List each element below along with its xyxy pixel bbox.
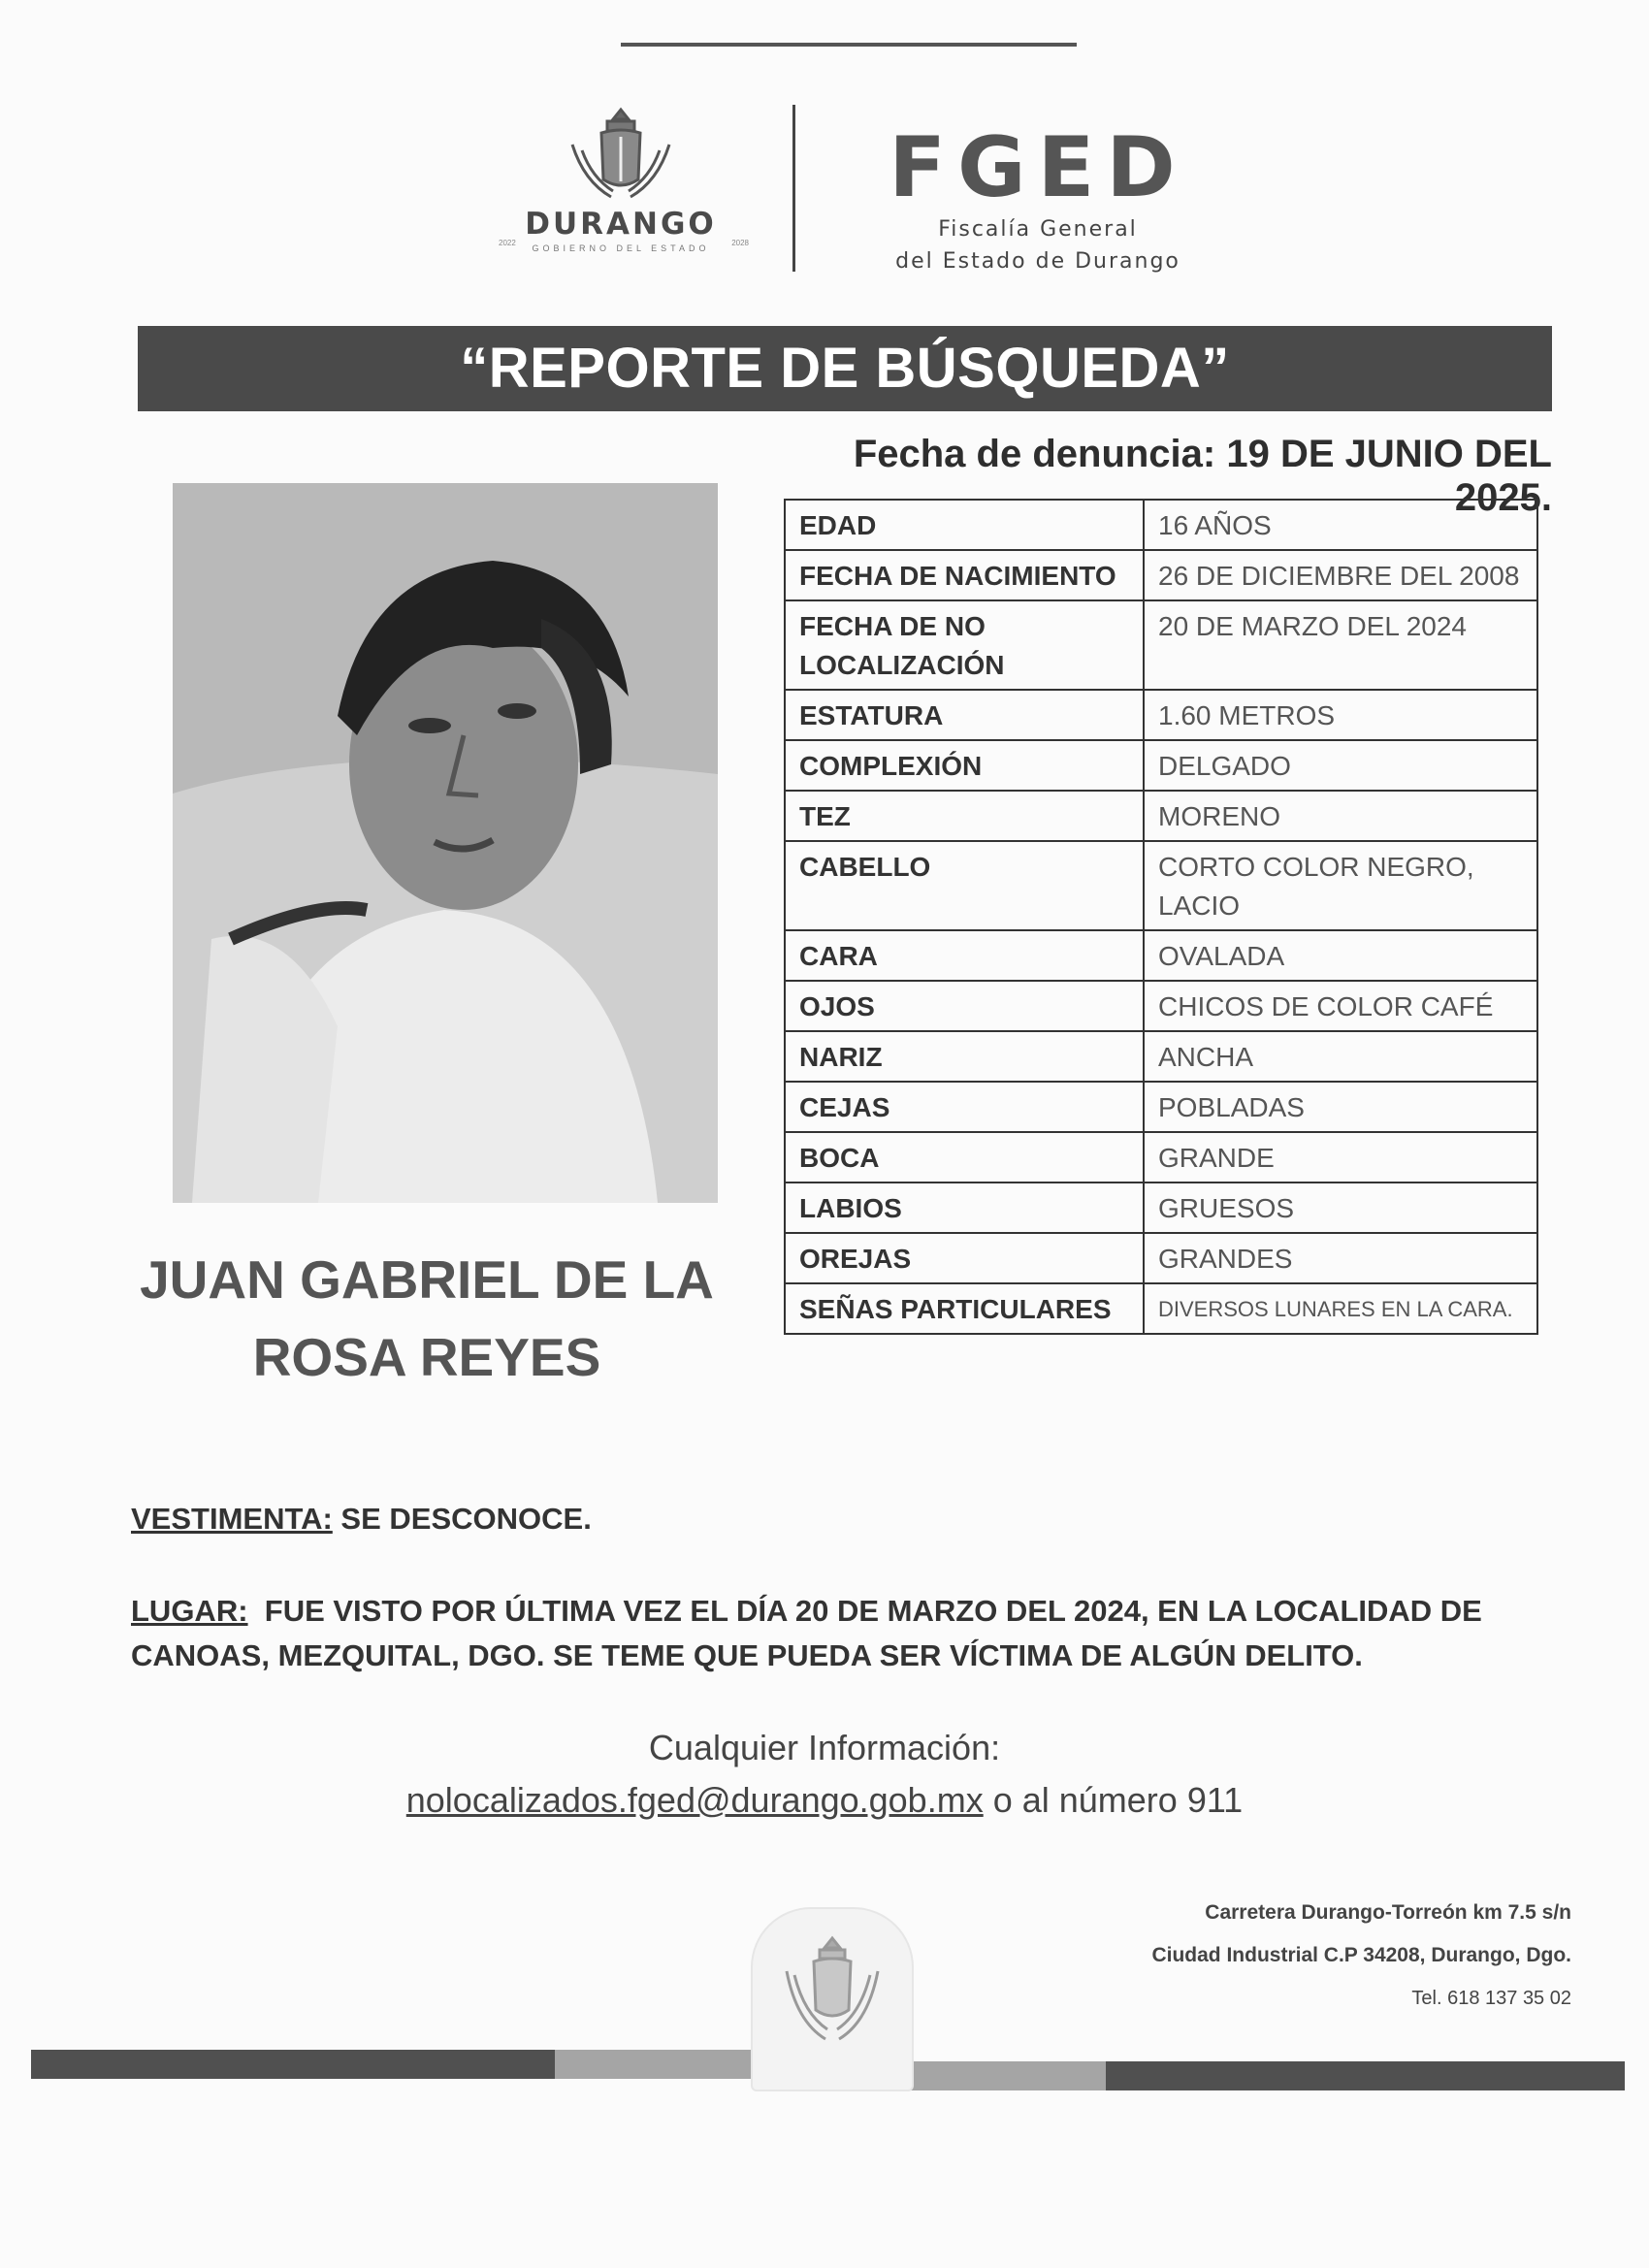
durango-crest-icon [563, 102, 679, 203]
detail-value: ANCHA [1144, 1031, 1537, 1082]
person-name-line2: ROSA REYES [252, 1326, 601, 1387]
location-label: LUGAR: [131, 1594, 248, 1628]
report-title: “REPORTE DE BÚSQUEDA” [460, 337, 1230, 400]
fged-name-line2: del Estado de Durango [895, 249, 1180, 275]
report-title-bar [138, 326, 1552, 411]
report-date: Fecha de denuncia: 19 DE JUNIO DEL 2025. [853, 433, 1552, 519]
contact-heading: Cualquier Información: [648, 1728, 1001, 1767]
logo-year-left: 2022 [499, 239, 516, 247]
footer-bar-right-light [907, 2061, 1106, 2090]
footer-bar-mid [555, 2050, 778, 2079]
person-portrait-icon [173, 483, 718, 1203]
detail-value: 20 DE MARZO DEL 2024 [1144, 600, 1537, 690]
detail-row [785, 981, 1537, 1031]
clothing-section [131, 1502, 592, 1537]
fged-acronym: FGED [889, 119, 1187, 216]
footer-emblem [753, 1909, 912, 2090]
detail-value: MORENO [1144, 791, 1537, 841]
detail-row [785, 1132, 1537, 1183]
detail-row [785, 841, 1537, 930]
detail-label: LABIOS [785, 1183, 1144, 1233]
contact-section [291, 1722, 1358, 1827]
durango-logo-subtitle: GOBIERNO DEL ESTADO [532, 243, 710, 253]
detail-label: NARIZ [785, 1031, 1144, 1082]
contact-email-link[interactable]: nolocalizados.fged@durango.gob.mx [405, 1780, 984, 1820]
durango-logo-text: DURANGO [525, 207, 717, 242]
office-address [1028, 1892, 1571, 2020]
detail-row [785, 1031, 1537, 1082]
top-rule [621, 43, 1077, 47]
state-seal-icon [779, 1932, 886, 2049]
detail-label: BOCA [785, 1132, 1144, 1183]
detail-value: GRUESOS [1144, 1183, 1537, 1233]
clothing-label: VESTIMENTA: [131, 1502, 333, 1536]
detail-row [785, 550, 1537, 600]
detail-value: GRANDES [1144, 1233, 1537, 1283]
durango-government-logo [485, 102, 757, 272]
detail-label: SEÑAS PARTICULARES [785, 1283, 1144, 1334]
detail-row [785, 740, 1537, 791]
footer-bar-right-dark [1106, 2061, 1625, 2090]
logo-year-right: 2028 [731, 239, 749, 247]
footer-bar-left [31, 2050, 555, 2079]
fged-name-line1: Fiscalía General [938, 217, 1138, 242]
detail-label: ESTATURA [785, 690, 1144, 740]
detail-label: FECHA DE NACIMIENTO [785, 550, 1144, 600]
detail-row [785, 1082, 1537, 1132]
location-section [131, 1589, 1547, 1678]
detail-row [785, 1183, 1537, 1233]
detail-label: COMPLEXIÓN [785, 740, 1144, 791]
detail-label: EDAD [785, 500, 1144, 550]
person-name [116, 1242, 737, 1397]
person-details-table [784, 499, 1538, 1335]
header-divider [792, 105, 795, 272]
detail-value: CORTO COLOR NEGRO, LACIO [1144, 841, 1537, 930]
detail-value: OVALADA [1144, 930, 1537, 981]
detail-value: CHICOS DE COLOR CAFÉ [1144, 981, 1537, 1031]
address-line2: Ciudad Industrial C.P 34208, Durango, Dgo. [1151, 1944, 1571, 1966]
detail-label: CABELLO [785, 841, 1144, 930]
detail-value: 16 AÑOS [1144, 500, 1537, 550]
detail-label: TEZ [785, 791, 1144, 841]
detail-row [785, 1283, 1537, 1334]
clothing-value: SE DESCONOCE. [332, 1502, 592, 1536]
detail-label: OREJAS [785, 1233, 1144, 1283]
address-phone: Tel. 618 137 35 02 [1411, 1988, 1571, 2009]
detail-value: POBLADAS [1144, 1082, 1537, 1132]
detail-label: OJOS [785, 981, 1144, 1031]
detail-label: FECHA DE NO LOCALIZACIÓN [785, 600, 1144, 690]
detail-value: DELGADO [1144, 740, 1537, 791]
detail-label: CEJAS [785, 1082, 1144, 1132]
detail-row [785, 791, 1537, 841]
detail-row [785, 1233, 1537, 1283]
detail-row [785, 930, 1537, 981]
detail-value: GRANDE [1144, 1132, 1537, 1183]
missing-person-photo [173, 483, 718, 1203]
address-line1: Carretera Durango-Torreón km 7.5 s/n [1205, 1901, 1571, 1924]
detail-value: 26 DE DICIEMBRE DEL 2008 [1144, 550, 1537, 600]
location-value: FUE VISTO POR ÚLTIMA VEZ EL DÍA 20 DE MARZO DEL 2024, EN LA LOCALIDAD DE CANOAS, MEZQUITAL, DGO. SE TEME QUE PUEDA SER VÍCTIMA DE ALGÚN DELITO. [131, 1594, 1491, 1672]
detail-value: 1.60 METROS [1144, 690, 1537, 740]
contact-phone: o al número 911 [983, 1780, 1244, 1820]
fged-logo [854, 119, 1222, 275]
detail-row [785, 690, 1537, 740]
detail-row [785, 500, 1537, 550]
person-name-line1: JUAN GABRIEL DE LA [140, 1249, 714, 1310]
detail-value: DIVERSOS LUNARES EN LA CARA. [1144, 1283, 1537, 1334]
detail-label: CARA [785, 930, 1144, 981]
detail-row [785, 600, 1537, 690]
